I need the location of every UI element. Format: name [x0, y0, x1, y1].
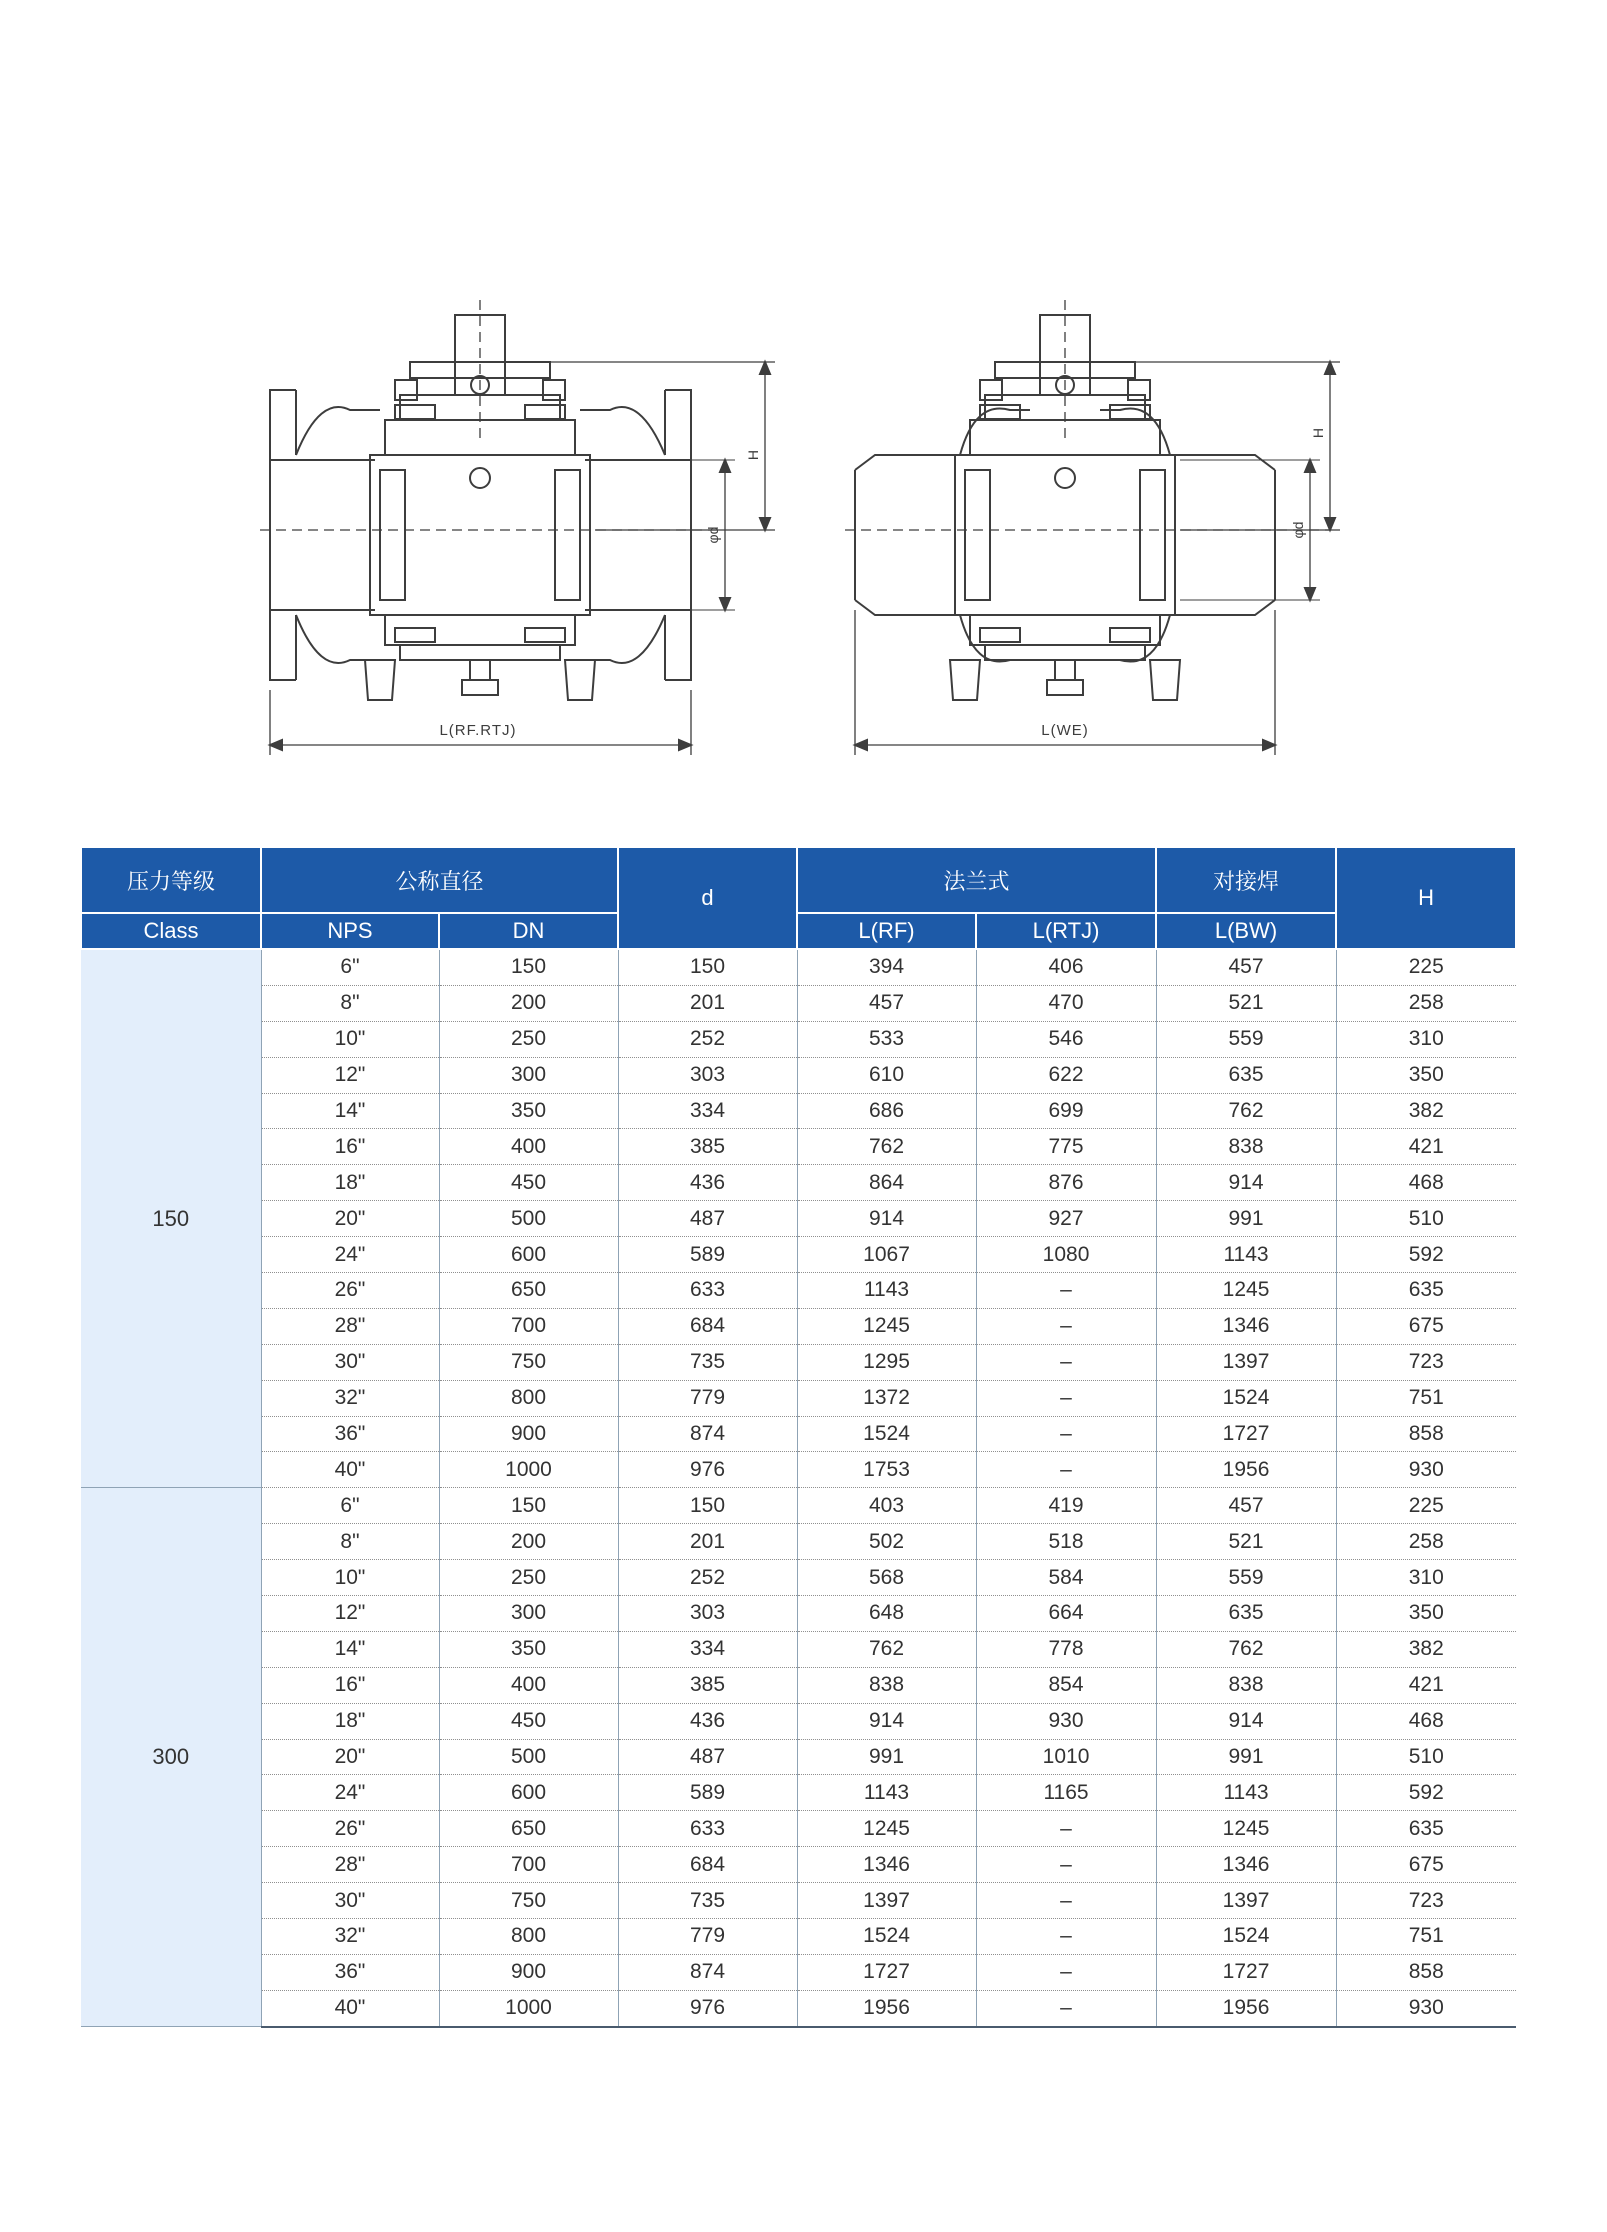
cell-h: 592 [1336, 1775, 1516, 1811]
cell-dn: 200 [439, 985, 618, 1021]
cell-nps: 40" [261, 1990, 439, 2026]
cell-dn: 900 [439, 1416, 618, 1452]
cell-d: 436 [618, 1703, 797, 1739]
cell-dn: 200 [439, 1524, 618, 1560]
cell-l-rf: 762 [797, 1129, 976, 1165]
cell-l-rtj: – [976, 1811, 1156, 1847]
cell-l-bw: 1524 [1156, 1380, 1336, 1416]
cell-nps: 36" [261, 1954, 439, 1990]
table-row [81, 1703, 1516, 1739]
cell-dn: 150 [439, 949, 618, 985]
cell-d: 303 [618, 1057, 797, 1093]
cell-dn: 650 [439, 1811, 618, 1847]
cell-l-rf: 1524 [797, 1416, 976, 1452]
cell-l-rtj: – [976, 1847, 1156, 1883]
cell-l-rtj: 664 [976, 1596, 1156, 1632]
cell-l-bw: 1956 [1156, 1990, 1336, 2026]
cell-l-rf: 394 [797, 949, 976, 985]
table-row [81, 1201, 1516, 1237]
cell-d: 201 [618, 1524, 797, 1560]
table-row [81, 1380, 1516, 1416]
cell-l-rf: 1143 [797, 1775, 976, 1811]
cell-l-bw: 991 [1156, 1201, 1336, 1237]
cell-l-rtj: 876 [976, 1165, 1156, 1201]
cell-h: 858 [1336, 1416, 1516, 1452]
cell-l-rtj: 470 [976, 985, 1156, 1021]
cell-dn: 500 [439, 1739, 618, 1775]
cell-d: 201 [618, 985, 797, 1021]
table-row [81, 1057, 1516, 1093]
cell-nps: 32" [261, 1919, 439, 1955]
cell-nps: 14" [261, 1631, 439, 1667]
cell-l-rf: 502 [797, 1524, 976, 1560]
cell-d: 589 [618, 1775, 797, 1811]
cell-l-rtj: 546 [976, 1021, 1156, 1057]
cell-l-rtj: – [976, 1452, 1156, 1488]
cell-h: 592 [1336, 1237, 1516, 1273]
cell-dn: 600 [439, 1237, 618, 1273]
cell-l-rtj: 1080 [976, 1237, 1156, 1273]
cell-d: 874 [618, 1416, 797, 1452]
cell-dn: 450 [439, 1165, 618, 1201]
cell-nps: 24" [261, 1775, 439, 1811]
cell-h: 751 [1336, 1380, 1516, 1416]
cell-l-rtj: 854 [976, 1667, 1156, 1703]
cell-l-bw: 1397 [1156, 1344, 1336, 1380]
cell-h: 751 [1336, 1919, 1516, 1955]
cell-dn: 450 [439, 1703, 618, 1739]
cell-d: 385 [618, 1667, 797, 1703]
cell-h: 930 [1336, 1452, 1516, 1488]
cell-l-rf: 1143 [797, 1273, 976, 1309]
cell-d: 385 [618, 1129, 797, 1165]
cell-nps: 28" [261, 1847, 439, 1883]
cell-l-rf: 1524 [797, 1919, 976, 1955]
cell-dn: 800 [439, 1380, 618, 1416]
cell-h: 510 [1336, 1201, 1516, 1237]
cell-l-rf: 1372 [797, 1380, 976, 1416]
cell-l-rtj: – [976, 1380, 1156, 1416]
table-row [81, 985, 1516, 1021]
table-row [81, 1488, 1516, 1524]
cell-d: 633 [618, 1811, 797, 1847]
cell-d: 589 [618, 1237, 797, 1273]
header-dn: DN [439, 913, 618, 949]
table-row [81, 1560, 1516, 1596]
cell-d: 252 [618, 1560, 797, 1596]
cell-l-bw: 635 [1156, 1057, 1336, 1093]
cell-l-rf: 914 [797, 1201, 976, 1237]
table-row [81, 1452, 1516, 1488]
right-height-label: H [1310, 427, 1326, 439]
cell-dn: 350 [439, 1631, 618, 1667]
cell-h: 258 [1336, 1524, 1516, 1560]
cell-h: 858 [1336, 1954, 1516, 1990]
cell-h: 635 [1336, 1811, 1516, 1847]
cell-nps: 12" [261, 1057, 439, 1093]
left-height-label: H [745, 449, 761, 461]
cell-nps: 16" [261, 1129, 439, 1165]
cell-nps: 10" [261, 1560, 439, 1596]
cell-dn: 1000 [439, 1452, 618, 1488]
cell-l-rf: 991 [797, 1739, 976, 1775]
cell-l-bw: 1956 [1156, 1452, 1336, 1488]
cell-nps: 6" [261, 1488, 439, 1524]
cell-l-bw: 559 [1156, 1021, 1336, 1057]
cell-h: 421 [1336, 1129, 1516, 1165]
header-butt-weld: 对接焊 [1156, 847, 1336, 913]
cell-l-rtj: 622 [976, 1057, 1156, 1093]
table-row [81, 1883, 1516, 1919]
table-row [81, 1093, 1516, 1129]
cell-nps: 30" [261, 1344, 439, 1380]
cell-nps: 14" [261, 1093, 439, 1129]
header-l-rf: L(RF) [797, 913, 976, 949]
cell-l-bw: 521 [1156, 985, 1336, 1021]
cell-l-rtj: 930 [976, 1703, 1156, 1739]
table-row [81, 1416, 1516, 1452]
cell-l-bw: 1143 [1156, 1237, 1336, 1273]
cell-l-rtj: – [976, 1308, 1156, 1344]
cell-dn: 750 [439, 1883, 618, 1919]
cell-dn: 150 [439, 1488, 618, 1524]
cell-l-bw: 762 [1156, 1093, 1336, 1129]
cell-l-rtj: – [976, 1416, 1156, 1452]
table-row [81, 1344, 1516, 1380]
cell-l-rtj: 778 [976, 1631, 1156, 1667]
cell-l-bw: 559 [1156, 1560, 1336, 1596]
cell-dn: 400 [439, 1667, 618, 1703]
cell-l-rf: 610 [797, 1057, 976, 1093]
right-bore-label: φd [1290, 521, 1306, 539]
table-row [81, 1954, 1516, 1990]
table-header [81, 847, 1516, 949]
cell-d: 684 [618, 1308, 797, 1344]
cell-dn: 1000 [439, 1990, 618, 2026]
cell-nps: 26" [261, 1811, 439, 1847]
cell-l-rf: 1753 [797, 1452, 976, 1488]
cell-l-rf: 457 [797, 985, 976, 1021]
cell-d: 633 [618, 1273, 797, 1309]
cell-d: 436 [618, 1165, 797, 1201]
cell-l-bw: 914 [1156, 1165, 1336, 1201]
cell-d: 334 [618, 1093, 797, 1129]
header-nominal-size: 公称直径 [261, 847, 618, 913]
table-row [81, 1273, 1516, 1309]
cell-l-rtj: – [976, 1344, 1156, 1380]
cell-h: 382 [1336, 1093, 1516, 1129]
table-row [81, 1847, 1516, 1883]
table-row [81, 1308, 1516, 1344]
cell-l-rf: 1346 [797, 1847, 976, 1883]
cell-dn: 600 [439, 1775, 618, 1811]
cell-nps: 6" [261, 949, 439, 985]
cell-h: 310 [1336, 1021, 1516, 1057]
cell-l-rf: 1245 [797, 1811, 976, 1847]
cell-d: 252 [618, 1021, 797, 1057]
cell-nps: 18" [261, 1703, 439, 1739]
cell-l-rtj: 1010 [976, 1739, 1156, 1775]
cell-l-bw: 635 [1156, 1596, 1336, 1632]
header-h: H [1336, 847, 1516, 949]
cell-d: 150 [618, 1488, 797, 1524]
cell-l-rtj: 927 [976, 1201, 1156, 1237]
table-row [81, 1811, 1516, 1847]
cell-l-rf: 1397 [797, 1883, 976, 1919]
cell-l-rtj: – [976, 1954, 1156, 1990]
table-row [81, 1596, 1516, 1632]
cell-nps: 20" [261, 1201, 439, 1237]
cell-h: 675 [1336, 1308, 1516, 1344]
left-bore-label: φd [705, 526, 721, 544]
cell-d: 684 [618, 1847, 797, 1883]
cell-l-bw: 1346 [1156, 1308, 1336, 1344]
cell-l-bw: 1524 [1156, 1919, 1336, 1955]
cell-l-bw: 914 [1156, 1703, 1336, 1739]
cell-l-bw: 1346 [1156, 1847, 1336, 1883]
cell-h: 723 [1336, 1344, 1516, 1380]
cell-l-rf: 1295 [797, 1344, 976, 1380]
cell-l-rtj: 1165 [976, 1775, 1156, 1811]
cell-h: 675 [1336, 1847, 1516, 1883]
cell-nps: 28" [261, 1308, 439, 1344]
header-flanged: 法兰式 [797, 847, 1156, 913]
table-row [81, 1021, 1516, 1057]
cell-dn: 800 [439, 1919, 618, 1955]
cell-dn: 300 [439, 1596, 618, 1632]
cell-l-rtj: 699 [976, 1093, 1156, 1129]
table-body [81, 949, 1516, 2027]
cell-d: 976 [618, 1452, 797, 1488]
cell-h: 225 [1336, 949, 1516, 985]
cell-dn: 500 [439, 1201, 618, 1237]
cell-nps: 18" [261, 1165, 439, 1201]
table-row [81, 949, 1516, 985]
table-row [81, 1631, 1516, 1667]
table-row [81, 1524, 1516, 1560]
cell-dn: 350 [439, 1093, 618, 1129]
cell-l-rf: 914 [797, 1703, 976, 1739]
table-row [81, 1667, 1516, 1703]
dimension-table [80, 846, 1517, 2028]
cell-l-rtj: 419 [976, 1488, 1156, 1524]
cell-l-bw: 991 [1156, 1739, 1336, 1775]
cell-l-rtj: 518 [976, 1524, 1156, 1560]
cell-h: 635 [1336, 1273, 1516, 1309]
cell-l-rtj: – [976, 1273, 1156, 1309]
dimension-table-wrapper [80, 846, 1515, 2028]
header-nps: NPS [261, 913, 439, 949]
cell-l-bw: 1245 [1156, 1273, 1336, 1309]
cell-l-rf: 762 [797, 1631, 976, 1667]
left-length-label: L(RF.RTJ) [439, 722, 517, 739]
cell-nps: 30" [261, 1883, 439, 1919]
cell-l-rf: 1067 [797, 1237, 976, 1273]
cell-d: 303 [618, 1596, 797, 1632]
cell-d: 735 [618, 1344, 797, 1380]
cell-l-rf: 1245 [797, 1308, 976, 1344]
cell-l-rtj: – [976, 1990, 1156, 2026]
cell-nps: 8" [261, 1524, 439, 1560]
cell-nps: 36" [261, 1416, 439, 1452]
header-pressure-class-cn: 压力等级 [81, 847, 261, 913]
cell-dn: 750 [439, 1344, 618, 1380]
cell-h: 510 [1336, 1739, 1516, 1775]
header-d: d [618, 847, 797, 949]
cell-l-bw: 457 [1156, 949, 1336, 985]
cell-l-bw: 521 [1156, 1524, 1336, 1560]
cell-l-rf: 686 [797, 1093, 976, 1129]
pressure-class-cell: 150 [81, 949, 261, 1488]
table-row [81, 1919, 1516, 1955]
right-length-label: L(WE) [1041, 722, 1089, 739]
cell-l-rtj: – [976, 1883, 1156, 1919]
cell-l-rf: 533 [797, 1021, 976, 1057]
cell-l-bw: 762 [1156, 1631, 1336, 1667]
header-l-rtj: L(RTJ) [976, 913, 1156, 949]
cell-dn: 250 [439, 1021, 618, 1057]
header-l-bw: L(BW) [1156, 913, 1336, 949]
table-row [81, 1739, 1516, 1775]
cell-l-rf: 1727 [797, 1954, 976, 1990]
header-class: Class [81, 913, 261, 949]
table-row [81, 1775, 1516, 1811]
table-row [81, 1165, 1516, 1201]
cell-l-rtj: – [976, 1919, 1156, 1955]
cell-l-rf: 648 [797, 1596, 976, 1632]
cell-d: 779 [618, 1919, 797, 1955]
cell-dn: 900 [439, 1954, 618, 1990]
cell-d: 487 [618, 1201, 797, 1237]
cell-dn: 700 [439, 1308, 618, 1344]
cell-dn: 300 [439, 1057, 618, 1093]
cell-l-bw: 457 [1156, 1488, 1336, 1524]
cell-nps: 26" [261, 1273, 439, 1309]
cell-d: 874 [618, 1954, 797, 1990]
cell-d: 334 [618, 1631, 797, 1667]
cell-dn: 700 [439, 1847, 618, 1883]
cell-l-rtj: 584 [976, 1560, 1156, 1596]
cell-d: 735 [618, 1883, 797, 1919]
cell-h: 310 [1336, 1560, 1516, 1596]
cell-nps: 40" [261, 1452, 439, 1488]
cell-l-bw: 1143 [1156, 1775, 1336, 1811]
cell-l-rtj: 406 [976, 949, 1156, 985]
cell-dn: 250 [439, 1560, 618, 1596]
table-row [81, 1129, 1516, 1165]
pressure-class-cell: 300 [81, 1488, 261, 2027]
cell-nps: 32" [261, 1380, 439, 1416]
table-row [81, 1237, 1516, 1273]
cell-l-bw: 1727 [1156, 1954, 1336, 1990]
cell-h: 258 [1336, 985, 1516, 1021]
cell-dn: 650 [439, 1273, 618, 1309]
cell-l-bw: 838 [1156, 1667, 1336, 1703]
cell-nps: 16" [261, 1667, 439, 1703]
technical-drawings [0, 0, 1607, 780]
cell-nps: 12" [261, 1596, 439, 1632]
cell-l-rf: 838 [797, 1667, 976, 1703]
cell-h: 350 [1336, 1057, 1516, 1093]
cell-nps: 10" [261, 1021, 439, 1057]
cell-d: 150 [618, 949, 797, 985]
cell-l-rf: 1956 [797, 1990, 976, 2026]
cell-l-bw: 838 [1156, 1129, 1336, 1165]
cell-nps: 20" [261, 1739, 439, 1775]
cell-h: 930 [1336, 1990, 1516, 2026]
cell-nps: 8" [261, 985, 439, 1021]
cell-l-rtj: 775 [976, 1129, 1156, 1165]
table-row [81, 1990, 1516, 2026]
cell-l-bw: 1397 [1156, 1883, 1336, 1919]
cell-dn: 400 [439, 1129, 618, 1165]
cell-nps: 24" [261, 1237, 439, 1273]
cell-h: 421 [1336, 1667, 1516, 1703]
cell-h: 382 [1336, 1631, 1516, 1667]
cell-h: 350 [1336, 1596, 1516, 1632]
cell-l-rf: 568 [797, 1560, 976, 1596]
cell-d: 487 [618, 1739, 797, 1775]
cell-h: 468 [1336, 1165, 1516, 1201]
cell-h: 225 [1336, 1488, 1516, 1524]
cell-d: 976 [618, 1990, 797, 2026]
cell-h: 723 [1336, 1883, 1516, 1919]
cell-l-bw: 1727 [1156, 1416, 1336, 1452]
cell-l-rf: 403 [797, 1488, 976, 1524]
cell-l-bw: 1245 [1156, 1811, 1336, 1847]
cell-h: 468 [1336, 1703, 1516, 1739]
cell-l-rf: 864 [797, 1165, 976, 1201]
cell-d: 779 [618, 1380, 797, 1416]
